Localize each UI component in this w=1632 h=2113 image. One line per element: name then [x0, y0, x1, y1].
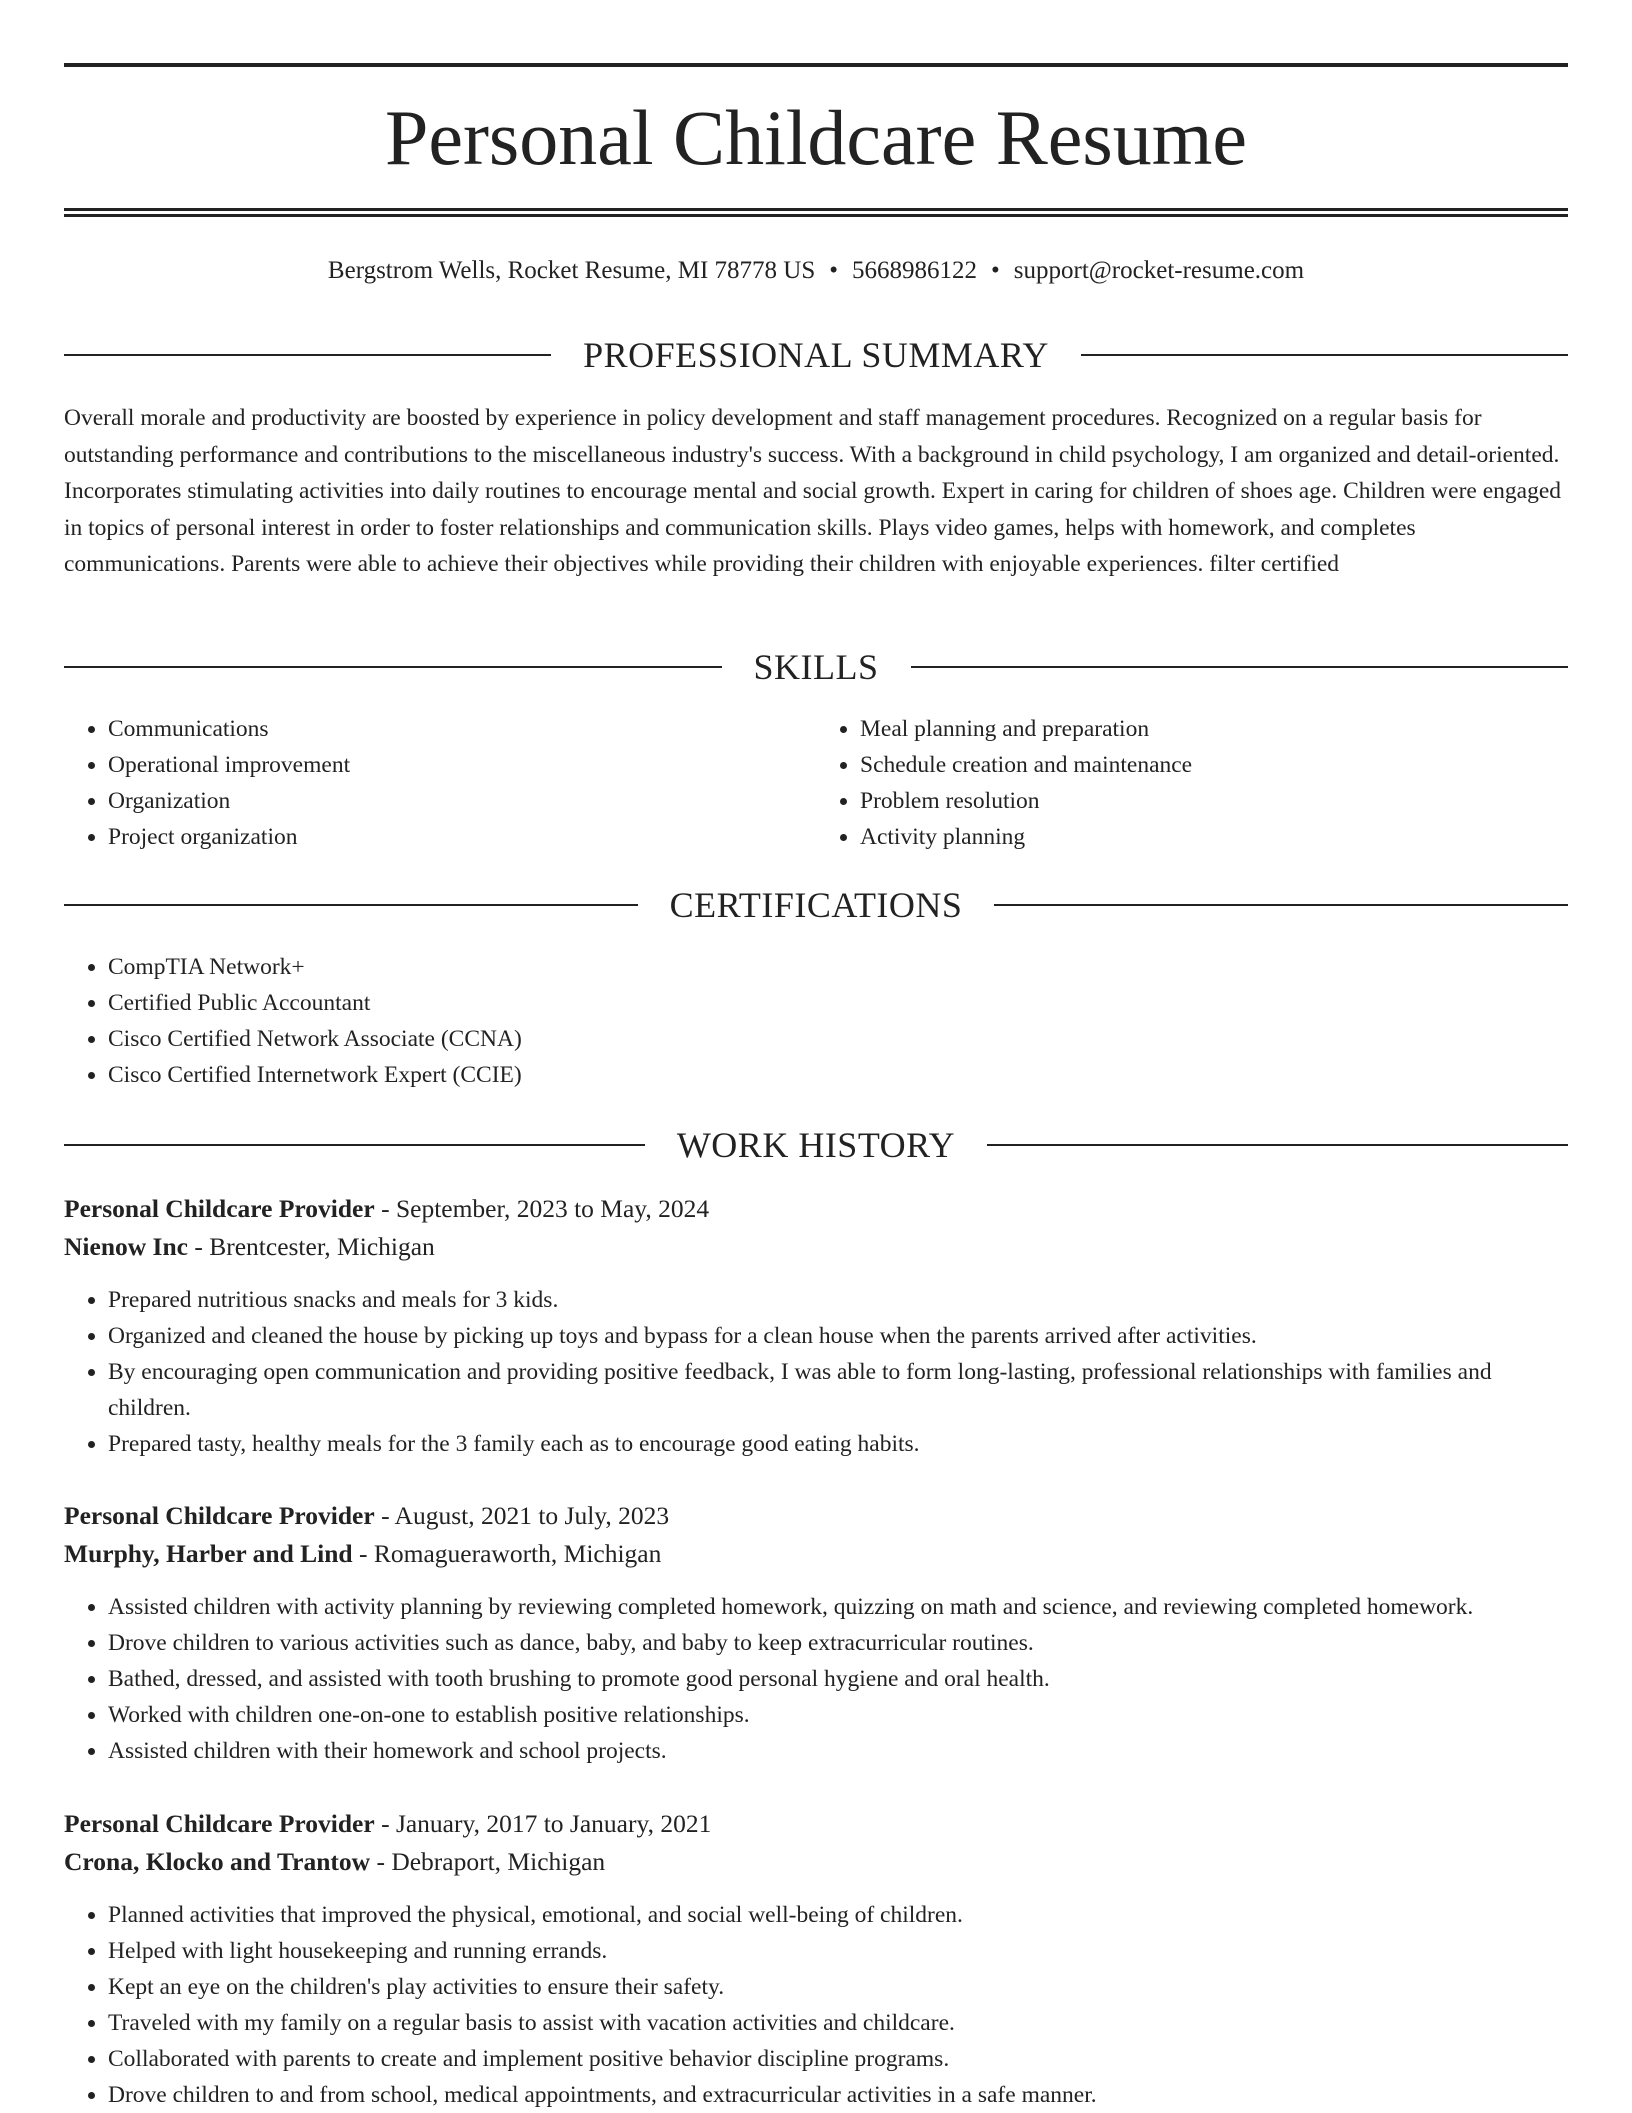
list-item: • Communications: [108, 711, 816, 747]
job-bullets: [64, 1282, 1568, 1462]
list-item: • Schedule creation and maintenance: [860, 747, 1568, 783]
job-title: Personal Childcare Provider: [64, 1809, 375, 1838]
job-company-line: Murphy, Harber and Lind - Romagueraworth, Michigan: [64, 1539, 662, 1568]
contact-separator: •: [829, 257, 839, 284]
job-title-line: Personal Childcare Provider - September, 2023 to May, 2024: [64, 1194, 710, 1223]
job-company: Crona, Klocko and Trantow: [64, 1847, 371, 1876]
list-item: • Worked with children one-on-one to establish positive relationships.: [108, 1697, 1568, 1733]
job-title-line: Personal Childcare Provider - January, 2017 to January, 2021: [64, 1809, 712, 1838]
section-title-summary: PROFESSIONAL SUMMARY: [583, 335, 1049, 375]
job-location: Debraport, Michigan: [391, 1847, 606, 1876]
section-title-certifications: CERTIFICATIONS: [669, 885, 963, 925]
list-item: • Organization: [108, 783, 816, 819]
list-item: • Operational improvement: [108, 747, 816, 783]
list-item: • CompTIA Network+: [108, 949, 1568, 985]
section-header-skills: [64, 645, 1568, 689]
section-title-skills: SKILLS: [753, 647, 879, 687]
job-company-line: Crona, Klocko and Trantow - Debraport, Michigan: [64, 1847, 606, 1876]
list-item: • Problem resolution: [860, 783, 1568, 819]
section-rule: [994, 904, 1568, 906]
skills-column-left: [64, 711, 816, 855]
list-item: • Collaborated with parents to create and implement positive behavior discipline programs.: [108, 2041, 1568, 2077]
job-title: Personal Childcare Provider: [64, 1501, 375, 1530]
job-bullets: [64, 1589, 1568, 1769]
list-item: • Certified Public Accountant: [108, 985, 1568, 1021]
section-rule: [64, 1144, 645, 1146]
list-item: • Assisted children with their homework and school projects.: [108, 1733, 1568, 1769]
list-item: • Cisco Certified Internetwork Expert (CCIE): [108, 1057, 1568, 1093]
skills-column-right: [816, 711, 1568, 855]
section-header-work: [64, 1123, 1568, 1167]
list-item: • Assisted children with activity planning by reviewing completed homework, quizzing on math and science, and reviewing completed homework.: [108, 1589, 1568, 1625]
job-entry: [64, 1497, 1568, 1769]
job-dates: September, 2023 to May, 2024: [395, 1194, 710, 1223]
job-bullets: [64, 1897, 1568, 2113]
job-entry: [64, 1805, 1568, 2113]
list-item: • Cisco Certified Network Associate (CCNA): [108, 1021, 1568, 1057]
list-item: • By encouraging open communication and providing positive feedback, I was able to form long-lasting, professional relationships with families and children.: [108, 1354, 1568, 1426]
list-item: • Bathed, dressed, and assisted with tooth brushing to promote good personal hygiene and oral health.: [108, 1661, 1568, 1697]
list-item: • Planned activities that improved the physical, emotional, and social well-being of children.: [108, 1897, 1568, 1933]
section-rule: [911, 666, 1569, 668]
section-rule: [64, 666, 722, 668]
job-title-line: Personal Childcare Provider - August, 2021 to July, 2023: [64, 1501, 670, 1530]
contact-email: support@rocket-resume.com: [1013, 257, 1305, 284]
list-item: • Traveled with my family on a regular basis to assist with vacation activities and childcare.: [108, 2005, 1568, 2041]
contact-phone: 5668986122: [852, 257, 978, 284]
list-item: • Kept an eye on the children's play activities to ensure their safety.: [108, 1969, 1568, 2005]
section-rule: [1081, 354, 1568, 356]
list-item: • Prepared nutritious snacks and meals for 3 kids.: [108, 1282, 1568, 1318]
job-title: Personal Childcare Provider: [64, 1194, 375, 1223]
job-dates: August, 2021 to July, 2023: [394, 1501, 670, 1530]
resume-title: Personal Childcare Resume: [384, 94, 1248, 181]
section-title-work: WORK HISTORY: [676, 1125, 956, 1165]
section-rule: [64, 904, 638, 906]
job-location: Brentcester, Michigan: [209, 1232, 435, 1261]
section-header-certifications: [64, 883, 1568, 927]
certifications-list: [64, 949, 1568, 1093]
section-rule: [987, 1144, 1568, 1146]
list-item: • Project organization: [108, 819, 816, 855]
section-header-summary: [64, 333, 1568, 377]
job-company-line: Nienow Inc - Brentcester, Michigan: [64, 1232, 435, 1261]
list-item: • Activity planning: [860, 819, 1568, 855]
section-rule: [64, 354, 551, 356]
list-item: • Meal planning and preparation: [860, 711, 1568, 747]
job-dates: January, 2017 to January, 2021: [395, 1809, 712, 1838]
list-item: • Organized and cleaned the house by picking up toys and bypass for a clean house when the parents arrived after activities.: [108, 1318, 1568, 1354]
title-double-rule: [64, 208, 1568, 217]
summary-text: Overall morale and productivity are boosted by experience in policy development and staff management procedures. Recognized on a regular basis for outstanding performance and contributions to the miscellaneous industry's success. With a background in child psychology, I am organized and detail-oriented. Incorporates stimulating activities into daily routines to encourage mental and social growth. Expert in caring for children of shoes age. Children were engaged in topics of personal interest in order to foster relationships and communication skills. Plays video games, helps with homework, and completes communications. Parents were able to achieve their objectives while providing their children with enjoyable experiences. filter certified: [64, 405, 1562, 577]
certifications-items: [64, 949, 1568, 1093]
list-item: • Drove children to and from school, medical appointments, and extracurricular activities in a safe manner.: [108, 2077, 1568, 2113]
top-rule: [64, 63, 1568, 67]
job-company: Nienow Inc: [64, 1232, 188, 1261]
job-company: Murphy, Harber and Lind: [64, 1539, 353, 1568]
list-item: • Prepared tasty, healthy meals for the 3 family each as to encourage good eating habits.: [108, 1426, 1568, 1462]
job-entry: [64, 1190, 1568, 1462]
contact-address: Bergstrom Wells, Rocket Resume, MI 78778 US: [327, 257, 816, 284]
list-item: • Helped with light housekeeping and running errands.: [108, 1933, 1568, 1969]
contact-line: [64, 254, 1568, 288]
job-location: Romagueraworth, Michigan: [373, 1539, 662, 1568]
skills-list: [64, 711, 1568, 855]
list-item: • Drove children to various activities such as dance, baby, and baby to keep extracurricular routines.: [108, 1625, 1568, 1661]
contact-separator: •: [991, 257, 1000, 284]
